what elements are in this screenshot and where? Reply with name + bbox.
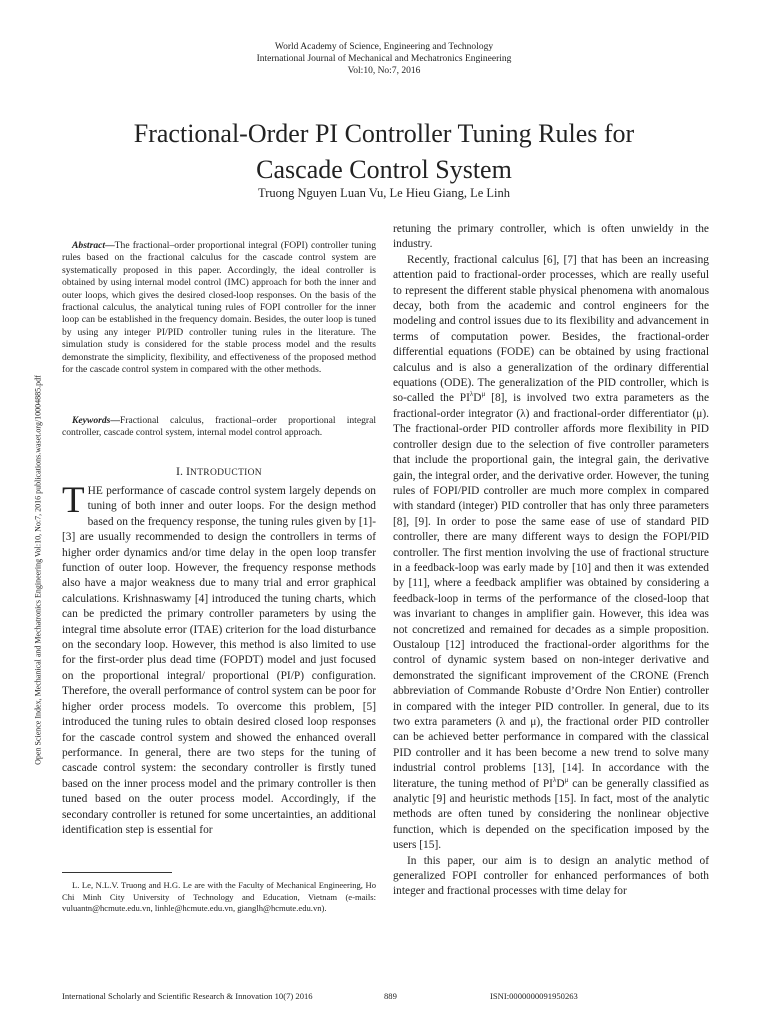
journal-header-line1: World Academy of Science, Engineering and Technology xyxy=(274,42,494,52)
side-margin-citation xyxy=(31,300,45,840)
side-margin-citation-text: Open Science Index, Mechanical and Mechatronics Engineering Vol:10, No:7, 2016 publications.waset.org/10004885.pdf xyxy=(33,375,43,765)
author-footnote-text: L. Le, N.L.V. Truong and H.G. Le are with the Faculty of Mechanical Engineering, Ho Chi Minh City University of Technology and Education, Vietnam (e-mails: vuluantn@hcmute.edu.vn, linhle@hcmute.edu.vn, gianglh@hcmute.edu.vn). xyxy=(62,880,376,914)
left-column-body xyxy=(62,480,376,838)
footnote-divider xyxy=(62,872,172,873)
d-letter-2: D xyxy=(556,777,565,790)
right-paragraph-1 xyxy=(393,253,709,854)
drop-cap: T xyxy=(62,480,85,521)
authors: Truong Nguyen Luan Vu, Le Hieu Giang, Le Linh xyxy=(258,186,510,200)
right-paragraph-0: retuning the primary controller, which is often unwieldy in the industry. xyxy=(393,223,709,251)
footer-publisher: International Scholarly and Scientific Research & Innovation 10(7) 2016 xyxy=(62,991,313,1001)
footer-page-number: 889 xyxy=(384,991,397,1001)
lambda-superscript-2: λ xyxy=(552,775,557,784)
section-heading xyxy=(62,464,376,479)
intro-paragraph xyxy=(62,480,376,838)
right-paragraph-2: In this paper, our aim is to design an analytic method of generalized FOPI controller for enhanced performances of both integer and fractional processes with time delay for xyxy=(393,854,709,898)
right-paragraph-1-part-b: [8], is involved two extra parameters as the fractional-order integrator (λ) and fractional-order differentiator (μ). The fractional-order PID controller affords more flexibility in PID controller design due to the selection of five controller parameters that include the proportional gain, the integral gain, the derivative gain, the integral order, and the derivative order. However, the tuning rules of FOPI/PID controller are much more complex in compared with standard (integer) PID controller that has only three parameters [8], [9]. In order to pose the same ease of use of standard PID controller, there are many different ways to design the FOPI/PID controller. The first mention involving the use of fractional structure in a feedback-loop was early made by [10] and then it was extended by [11], where a feedback amplifier was obtained by considering a feedback-loop in terms of the performance of the closed-loop that was invariant to changes in amplifier gain. However, this idea was not concretized and remained for decades as a simple proposition. Oustaloup [12] introduced the fractional-order algorithms for the control of dynamic system based on non-integer derivative and demonstrated the significant improvement of the CRONE (French abbreviation of Commande Robuste d’Ordre Non Entier) controller in compared with the integer PID controller. In general, due to its two extra parameters (λ and μ), the fractional order PID controller can be achieved better performance in compared with the classical PID controller and it has been become a new trend to solve many industrial control problems [13], [14]. In accordance with the literature, the tuning method of PI xyxy=(393,392,709,790)
intro-first-word-rest: HE xyxy=(87,485,103,497)
abstract-label: Abstract xyxy=(72,240,106,251)
journal-header-line3: Vol:10, No:7, 2016 xyxy=(347,66,421,76)
right-paragraph-1-part-a: Recently, fractional calculus [6], [7] that has been an increasing attention paid to fractional-order processes, which are really useful to represent the different stable physical phenomena with anomalous decay, both from the academic and control engineers for the modeling and control issues due to its flexibility and advancement in terms of computation power. Besides, the fractional-order differential equations (FODE) can be obtained by using fractional calculus and is also a generalization of the ordinary differential equations (ODE). The generalization of the PID controller, which is so-called the PI xyxy=(393,253,709,405)
footer-isni: ISNI:0000000091950263 xyxy=(490,991,578,1001)
title-line2: Cascade Control System xyxy=(256,155,512,184)
section-title-rest: NTRODUCTION xyxy=(190,468,262,478)
keywords-label: Keywords xyxy=(72,415,111,426)
keywords-dash: — xyxy=(110,415,120,426)
keywords xyxy=(62,415,376,440)
abstract-text: The fractional–order proportional integral (FOPI) controller tuning rules based on the fractional calculus for the cascade control system are systematically proposed in this paper. Accordingly, the ideal controller is obtained by using internal model control (IMC) approach for both the inner and outer loops, which gives the desired closed-loop responses. On the basis of the fractional calculus, the analytical tuning rules of FOPI controller for the inner loop can be established in the frequency domain. Besides, the outer loop is tuned by using any integer PI/PID controller tuning rules in the literature. The simulation study is considered for the stable process model and the results demonstrate the simplicity, flexibility, and effectiveness of the proposed method for the cascade control system in compared with the other methods. xyxy=(62,240,376,376)
right-paragraph-1-part-c: can be generally classified as analytic [9] and heuristic methods [15]. In fact, most of the analytic methods are often tuned by considering the nonlinear objective function, which is depended on the specification imposed by the users [15]. xyxy=(393,777,709,852)
section-number: I. xyxy=(176,464,184,478)
title-line1: Fractional-Order PI Controller Tuning Rules for xyxy=(133,119,635,148)
abstract-dash: — xyxy=(105,240,115,251)
section-title-initial: I xyxy=(186,464,191,478)
author-footnote xyxy=(62,880,376,915)
mu-superscript: μ xyxy=(481,390,486,399)
paper-title xyxy=(30,116,738,188)
journal-header-line2: International Journal of Mechanical and Mechatronics Engineering xyxy=(256,54,512,64)
lambda-superscript: λ xyxy=(469,390,474,399)
keywords-text: Fractional calculus, fractional–order proportional integral controller, cascade control system, internal model control approach. xyxy=(62,415,376,439)
intro-paragraph-text: performance of cascade control system largely depends on tuning of both inner and outer loops. For the design method based on the frequency response, the tuning rules given by [1]-[3] are usually recommended to design the controllers in terms of higher order dynamics and/or time delay in the open loop transfer function of outer loop. However, the frequency response methods also have a major weakness due to many trial and error graphical calculations. Krishnaswamy [4] introduced the tuning charts, which can be predicted the primary controller parameters by using the integral time absolute error (ITAE) criterion for the load disturbance on the secondary loop. However, this method is also limited to use for the first-order plus dead time (FOPDT) model and just focused on the proportional integral/ proportional (PI/P) configuration. Therefore, the overall performance of control system can be poor for higher order process models. To overcome this problem, [5] introduced the tuning rules to obtain desired closed loop responses for the cascade control system and showed the enhanced overall performance. In general, there are two steps for the tuning of cascade control system: the secondary controller is firstly tuned based on the inner process model and the primary controller is then tuned based on the outer process model. Accordingly, if the secondary controller is retuned for some uncertainties, an additional identification step is essential for xyxy=(62,485,376,836)
right-column-body xyxy=(393,222,709,900)
abstract xyxy=(62,240,376,376)
mu-superscript-2: μ xyxy=(564,775,569,784)
d-letter: D xyxy=(473,392,482,405)
